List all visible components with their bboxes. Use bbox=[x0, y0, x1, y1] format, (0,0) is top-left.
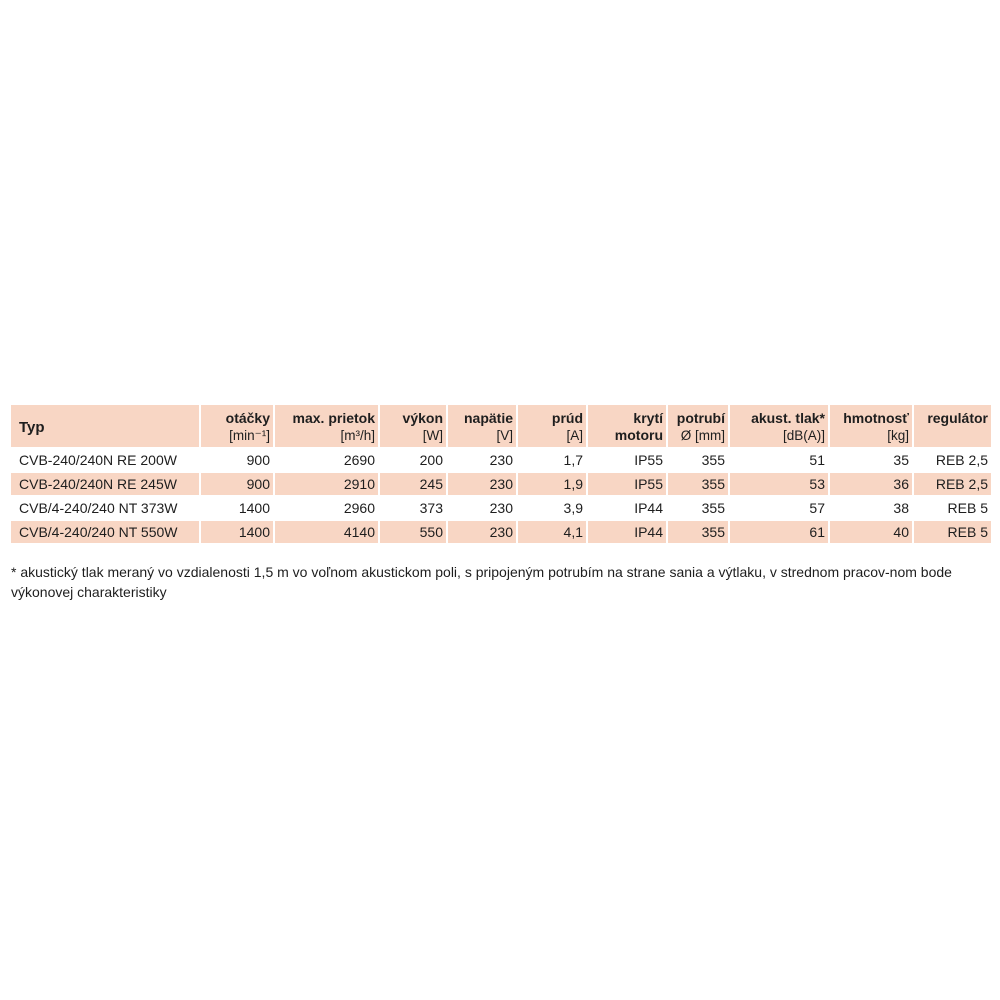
cell-vykon: 373 bbox=[380, 497, 448, 519]
cell-regulator: REB 5 bbox=[914, 521, 991, 543]
cell-max-prietok: 2910 bbox=[275, 473, 380, 495]
cell-akust-tlak: 57 bbox=[730, 497, 830, 519]
cell-regulator: REB 2,5 bbox=[935, 452, 988, 468]
cell-vykon: 245 bbox=[380, 473, 448, 495]
header-akust-tlak: akust. tlak* [dB(A)] bbox=[730, 405, 830, 447]
cell-potrubi: 355 bbox=[668, 449, 730, 471]
cell-akust-tlak: 61 bbox=[730, 521, 830, 543]
cell-napatie: 230 bbox=[448, 497, 518, 519]
cell-kryti: IP55 bbox=[588, 449, 668, 471]
header-potrubi: potrubí Ø [mm] bbox=[668, 405, 730, 447]
header-hmotnost: hmotnosť [kg] bbox=[830, 405, 914, 447]
cell-hmotnost: 40 bbox=[830, 521, 914, 543]
cell-napatie: 230 bbox=[448, 449, 518, 471]
cell-max-prietok: 2960 bbox=[275, 497, 380, 519]
cell-typ: CVB-240/240N RE 245W bbox=[11, 473, 201, 495]
header-prud: prúd [A] bbox=[518, 405, 588, 447]
cell-kryti: IP55 bbox=[588, 473, 668, 495]
cell-typ: CVB/4-240/240 NT 373W bbox=[11, 497, 201, 519]
cell-otacky: 1400 bbox=[201, 497, 275, 519]
cell-prud: 1,7 bbox=[518, 449, 588, 471]
cell-vykon: 200 bbox=[380, 449, 448, 471]
cell-akust-tlak: 53 bbox=[730, 473, 830, 495]
header-row bbox=[11, 405, 991, 447]
cell-regulator: REB 5 bbox=[947, 500, 988, 516]
header-otacky: otáčky [min⁻¹] bbox=[201, 405, 275, 447]
table-row bbox=[11, 473, 991, 495]
cell-max-prietok: 2690 bbox=[275, 449, 380, 471]
table-row bbox=[11, 449, 991, 471]
header-kryti-motoru: krytí motoru bbox=[588, 405, 668, 447]
cell-potrubi: 355 bbox=[668, 497, 730, 519]
cell-napatie: 230 bbox=[448, 521, 518, 543]
cell-otacky: 900 bbox=[201, 449, 275, 471]
cell-regulator: REB 2,5 bbox=[914, 473, 991, 495]
cell-kryti: IP44 bbox=[588, 497, 668, 519]
cell-hmotnost: 38 bbox=[830, 497, 914, 519]
cell-max-prietok: 4140 bbox=[275, 521, 380, 543]
header-vykon: výkon [W] bbox=[380, 405, 448, 447]
cell-kryti: IP44 bbox=[588, 521, 668, 543]
cell-vykon: 550 bbox=[380, 521, 448, 543]
header-typ: Typ bbox=[11, 405, 201, 447]
table-row bbox=[11, 521, 991, 543]
cell-napatie: 230 bbox=[448, 473, 518, 495]
cell-hmotnost: 35 bbox=[830, 449, 914, 471]
header-regulator: regulátor bbox=[914, 405, 991, 447]
cell-potrubi: 355 bbox=[668, 521, 730, 543]
cell-typ: CVB-240/240N RE 200W bbox=[11, 449, 201, 471]
header-napatie: napätie [V] bbox=[448, 405, 518, 447]
cell-prud: 4,1 bbox=[518, 521, 588, 543]
cell-akust-tlak: 51 bbox=[730, 449, 830, 471]
cell-typ: CVB/4-240/240 NT 550W bbox=[11, 521, 201, 543]
cell-prud: 3,9 bbox=[518, 497, 588, 519]
cell-potrubi: 355 bbox=[668, 473, 730, 495]
cell-otacky: 900 bbox=[201, 473, 275, 495]
cell-prud: 1,9 bbox=[518, 473, 588, 495]
header-max-prietok: max. prietok [m³/h] bbox=[275, 405, 380, 447]
cell-hmotnost: 36 bbox=[830, 473, 914, 495]
cell-otacky: 1400 bbox=[201, 521, 275, 543]
spec-table bbox=[11, 403, 991, 545]
table-row bbox=[11, 497, 991, 519]
footnote: * akustický tlak meraný vo vzdialenosti 1,5 m vo voľnom akustickom poli, s pripojeným potrubím na strane sania a výtlaku, v strednom pracov-nom bode výkonovej charakteristiky bbox=[11, 564, 952, 600]
